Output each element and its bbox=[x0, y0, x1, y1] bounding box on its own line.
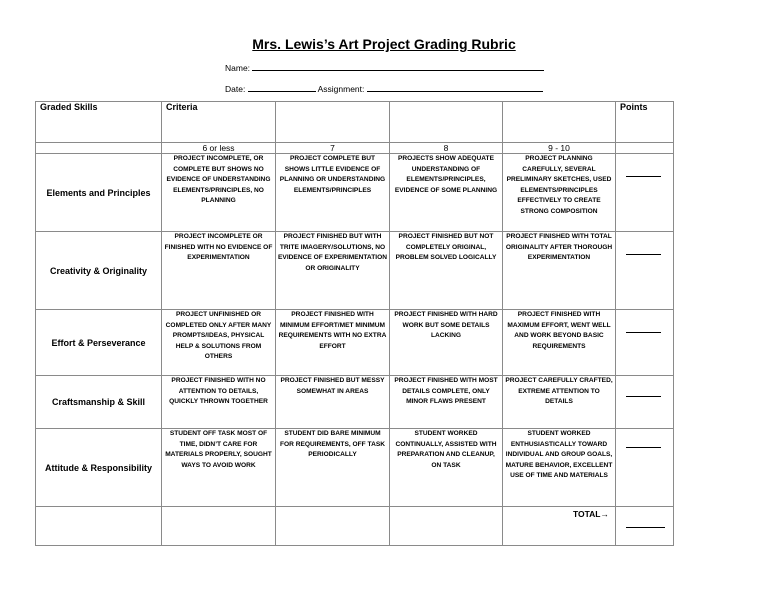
criteria-cell: PROJECT FINISHED WITH TOTAL ORIGINALITY AFTER THOROUGH EXPERIMENTATION bbox=[503, 232, 616, 310]
points-blank bbox=[626, 396, 661, 397]
criteria-cell: PROJECT INCOMPLETE, OR COMPLETE BUT SHOWS NO EVIDENCE OF UNDERSTANDING ELEMENTS/PRINCIPLES, NO PLANNING bbox=[162, 154, 276, 232]
header-blank bbox=[503, 102, 616, 143]
score-level: 6 or less bbox=[162, 143, 276, 154]
criteria-cell: PROJECT FINISHED WITH MOST DETAILS COMPLETE, ONLY MINOR FLAWS PRESENT bbox=[390, 376, 503, 429]
criteria-cell: PROJECT FINISHED BUT NOT COMPLETELY ORIGINAL, PROBLEM SOLVED LOGICALLY bbox=[390, 232, 503, 310]
criteria-cell: STUDENT WORKED ENTHUSIASTICALLY TOWARD INDIVIDUAL AND GROUP GOALS, MATURE BEHAVIOR, EXCELLENT USE OF TIME AND MATERIALS bbox=[503, 429, 616, 507]
date-assignment-line bbox=[225, 83, 543, 94]
score-level: 8 bbox=[390, 143, 503, 154]
score-level-blank bbox=[616, 143, 674, 154]
points-cell[interactable] bbox=[616, 310, 674, 376]
total-points-blank bbox=[626, 527, 665, 528]
total-points-cell[interactable] bbox=[616, 507, 674, 546]
skill-label: Elements and Principles bbox=[36, 154, 162, 232]
points-cell[interactable] bbox=[616, 232, 674, 310]
date-blank[interactable] bbox=[248, 83, 316, 92]
points-blank bbox=[626, 332, 661, 333]
criteria-cell: PROJECT UNFINISHED OR COMPLETED ONLY AFTER MANY PROMPTS/IDEAS, PHYSICAL HELP & SOLUTIONS FROM OTHERS bbox=[162, 310, 276, 376]
criteria-cell: PROJECT FINISHED WITH HARD WORK BUT SOME DETAILS LACKING bbox=[390, 310, 503, 376]
name-label: Name: bbox=[225, 63, 251, 73]
score-level-blank bbox=[36, 143, 162, 154]
table-row bbox=[36, 154, 674, 232]
points-blank bbox=[626, 254, 661, 255]
points-cell[interactable] bbox=[616, 429, 674, 507]
criteria-cell: STUDENT DID BARE MINIMUM FOR REQUIREMENTS, OFF TASK PERIODICALLY bbox=[276, 429, 390, 507]
points-blank bbox=[626, 447, 661, 448]
header-blank bbox=[390, 102, 503, 143]
criteria-cell: PROJECTS SHOW ADEQUATE UNDERSTANDING OF ELEMENTS/PRINCIPLES, EVIDENCE OF SOME PLANNING bbox=[390, 154, 503, 232]
points-cell[interactable] bbox=[616, 376, 674, 429]
criteria-cell: PROJECT FINISHED BUT WITH TRITE IMAGERY/SOLUTIONS, NO EVIDENCE OF EXPERIMENTATION OR ORIGINALITY bbox=[276, 232, 390, 310]
criteria-cell: PROJECT FINISHED WITH MAXIMUM EFFORT, WENT WELL AND WORK BEYOND BASIC REQUIREMENTS bbox=[503, 310, 616, 376]
criteria-cell: PROJECT PLANNING CAREFULLY, SEVERAL PRELIMINARY SKETCHES, USED ELEMENTS/PRINCIPLES EFFECTIVELY TO CREATE STRONG COMPOSITION bbox=[503, 154, 616, 232]
table-row bbox=[36, 429, 674, 507]
criteria-cell: PROJECT COMPLETE BUT SHOWS LITTLE EVIDENCE OF PLANNING OR UNDERSTANDING ELEMENTS/PRINCIPLES bbox=[276, 154, 390, 232]
criteria-cell: STUDENT OFF TASK MOST OF TIME, DIDN’T CARE FOR MATERIALS PROPERLY, SOUGHT WAYS TO AVOID WORK bbox=[162, 429, 276, 507]
assignment-label: Assignment: bbox=[317, 84, 365, 94]
total-blank bbox=[36, 507, 162, 546]
total-blank bbox=[162, 507, 276, 546]
graded-skills-header: Graded Skills bbox=[36, 102, 162, 143]
criteria-header: Criteria bbox=[162, 102, 276, 143]
name-line bbox=[225, 62, 544, 73]
criteria-cell: PROJECT FINISHED BUT MESSY SOMEWHAT IN AREAS bbox=[276, 376, 390, 429]
total-blank bbox=[276, 507, 390, 546]
skill-label: Effort & Perseverance bbox=[36, 310, 162, 376]
criteria-cell: PROJECT INCOMPLETE OR FINISHED WITH NO EVIDENCE OF EXPERIMENTATION bbox=[162, 232, 276, 310]
assignment-blank[interactable] bbox=[367, 83, 543, 92]
rubric-title: Mrs. Lewis’s Art Project Grading Rubric bbox=[252, 36, 516, 52]
rubric-table bbox=[35, 101, 674, 546]
skill-label: Creativity & Originality bbox=[36, 232, 162, 310]
name-blank[interactable] bbox=[252, 62, 544, 71]
skill-label: Attitude & Responsibility bbox=[36, 429, 162, 507]
score-level-row bbox=[36, 143, 674, 154]
points-cell[interactable] bbox=[616, 154, 674, 232]
score-level: 7 bbox=[276, 143, 390, 154]
header-row bbox=[36, 102, 674, 143]
table-row bbox=[36, 376, 674, 429]
total-label: TOTAL→ bbox=[503, 507, 616, 546]
criteria-cell: PROJECT FINISHED WITH MINIMUM EFFORT/MET MINIMUM REQUIREMENTS WITH NO EXTRA EFFORT bbox=[276, 310, 390, 376]
score-level: 9 - 10 bbox=[503, 143, 616, 154]
criteria-cell: STUDENT WORKED CONTINUALLY, ASSISTED WITH PREPARATION AND CLEANUP, ON TASK bbox=[390, 429, 503, 507]
total-row bbox=[36, 507, 674, 546]
points-header: Points bbox=[616, 102, 674, 143]
criteria-cell: PROJECT FINISHED WITH NO ATTENTION TO DETAILS, QUICKLY THROWN TOGETHER bbox=[162, 376, 276, 429]
total-blank bbox=[390, 507, 503, 546]
table-row bbox=[36, 232, 674, 310]
table-row bbox=[36, 310, 674, 376]
points-blank bbox=[626, 176, 661, 177]
criteria-cell: PROJECT CAREFULLY CRAFTED, EXTREME ATTENTION TO DETAILS bbox=[503, 376, 616, 429]
header-blank bbox=[276, 102, 390, 143]
skill-label: Craftsmanship & Skill bbox=[36, 376, 162, 429]
date-label: Date: bbox=[225, 84, 246, 94]
